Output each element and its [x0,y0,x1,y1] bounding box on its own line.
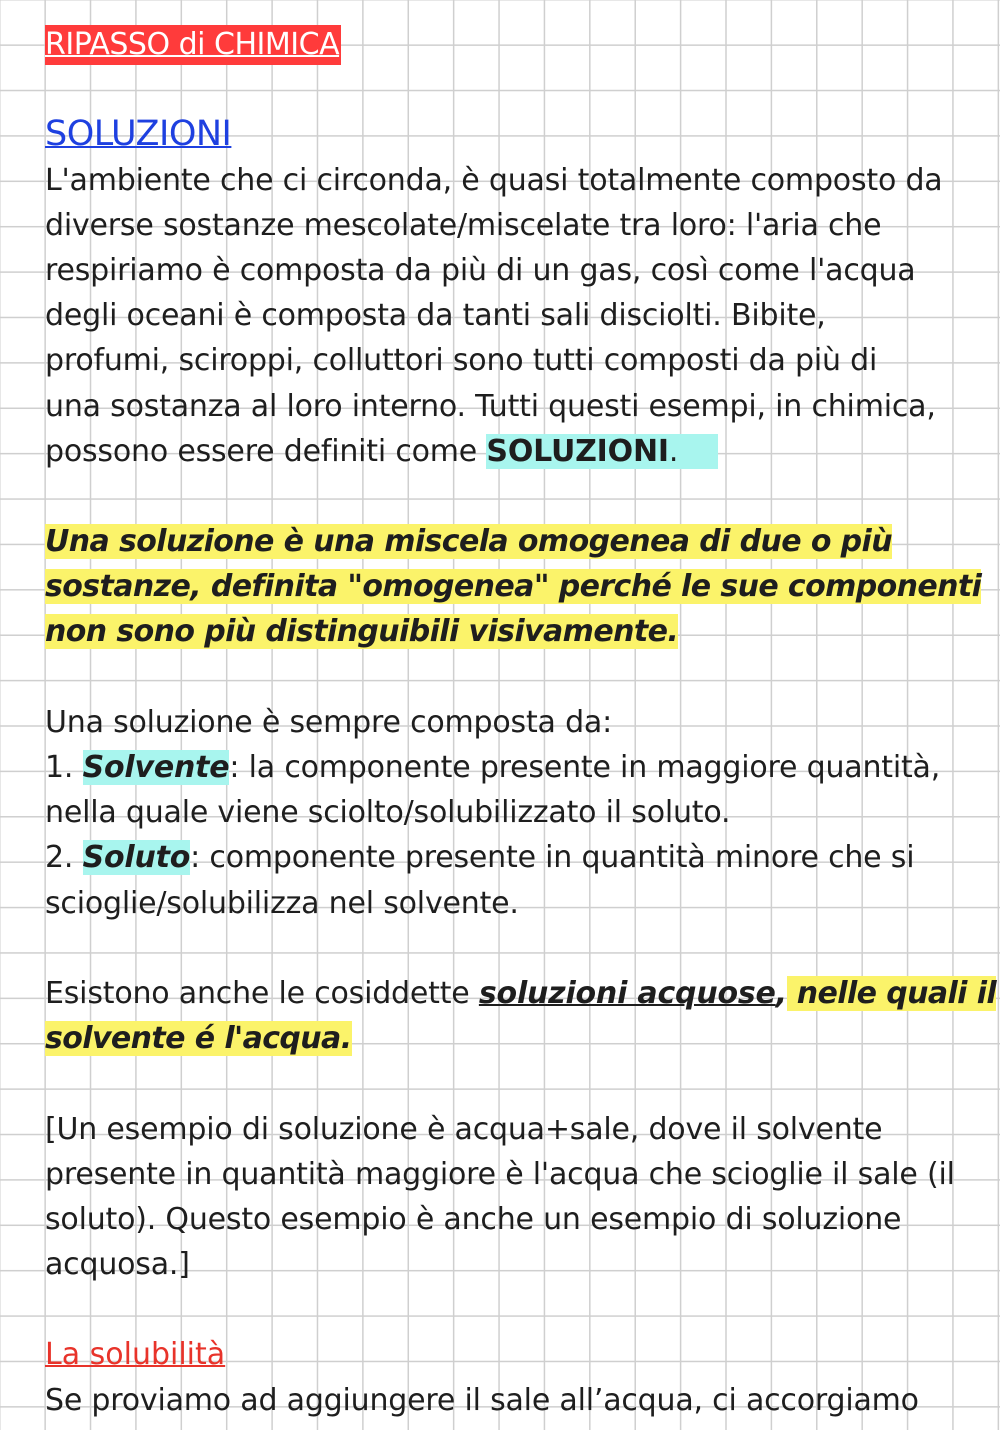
solubility-heading-line [45,1332,965,1377]
intro-line: L'ambiente che ci circonda, è quasi totalmente composto da [45,162,943,198]
item1-text: : la componente presente in maggiore quantità, [229,750,941,785]
list-item [45,745,965,790]
aqueous-paragraph [45,971,997,1061]
solubility-line: Se proviamo ad aggiungere il sale all’acqua, ci accorgiamo [45,1382,919,1418]
definition-line: Una soluzione è una miscela omogenea di due o più [45,524,893,560]
intro-last-prefix: possono essere definiti come [45,433,487,469]
intro-line: respiriamo è composta da più di un gas, così come l'acqua [45,252,916,288]
solute-term: Soluto [82,840,191,876]
item2-text: : componente presente in quantità minore che si [190,840,915,876]
intro-last-suffix: . [668,433,679,469]
example-paragraph [45,1107,965,1288]
intro-line [45,429,965,474]
list-item [45,835,965,880]
aqueous-term: soluzioni acquose [478,975,776,1011]
intro-line: una sostanza al loro interno. Tutti questi esempi, in chimica, [45,388,936,424]
intro-line: diverse sostanze mescolate/miscelate tra loro: l'aria che [45,207,882,243]
solutions-highlight [486,434,718,469]
intro-line: profumi, sciroppi, colluttori sono tutti composti da più di [45,343,878,379]
components-intro: Una soluzione è sempre composta da: [45,704,612,740]
item1-number: 1. [45,750,83,785]
definition-line: sostanze, definita "omogenea" perché le sue componenti [45,569,982,605]
aqueous-highlight: nelle quali il [786,975,997,1011]
example-line: acquosa.] [45,1247,190,1283]
page-title: RIPASSO di CHIMICA [45,25,341,65]
item2-number: 2. [45,840,83,876]
aqueous-comma: , [775,975,787,1011]
example-line: [Un esempio di soluzione è acqua+sale, dove il solvente [45,1111,883,1147]
definition-paragraph [45,519,982,655]
aqueous-prefix: Esistono anche le cosiddette [45,975,479,1011]
intro-paragraph [45,158,965,474]
section-heading-line [45,112,965,157]
title-line [45,22,965,67]
section-title: SOLUZIONI [45,114,232,155]
example-line: presente in quantità maggiore è l'acqua che scioglie il sale (il [45,1156,955,1192]
solvent-term: Solvente [82,750,230,785]
aqueous-highlight: solvente é l'acqua. [45,1021,352,1057]
note-page [45,22,997,1423]
item2-line2: scioglie/solubilizza nel solvente. [45,885,519,921]
components-paragraph [45,700,965,926]
item1-line2: nella quale viene sciolto/solubilizzato il soluto. [45,795,731,831]
solutions-term: SOLUZIONI [486,433,669,469]
example-line: soluto). Questo esempio è anche un esempio di soluzione [45,1201,902,1237]
solubility-title: La solubilità [45,1337,226,1373]
intro-line: degli oceani è composta da tanti sali disciolti. Bibite, [45,298,826,334]
definition-line: non sono più distinguibili visivamente. [45,614,679,650]
